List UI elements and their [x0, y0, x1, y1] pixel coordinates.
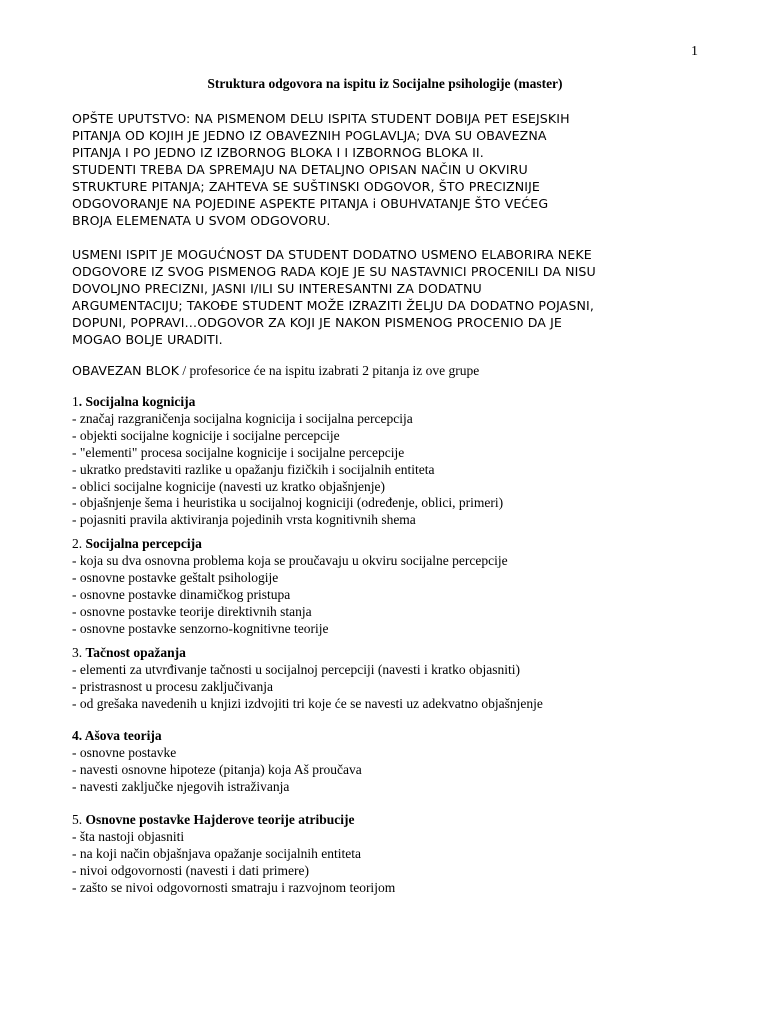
instruction-line: DOPUNI, POPRAVI…ODGOVOR ZA KOJI JE NAKON PISMENOG PROCENIO DA JE — [72, 315, 562, 330]
section-number: 5. — [72, 812, 86, 827]
list-item: - na koji način objašnjava opažanje socijalnih entiteta — [72, 845, 362, 861]
list-item: - značaj razgraničenja socijalna kognicija i socijalna percepcija — [72, 410, 413, 426]
instruction-line: ARGUMENTACIJU; TAKOĐE STUDENT MOŽE IZRAZITI ŽELJU DA DODATNO POJASNI, — [72, 298, 594, 313]
block-heading-lead: OBAVEZAN BLOK — [72, 363, 179, 378]
list-item: - osnovne postavke dinamičkog pristupa — [72, 586, 291, 602]
list-item: - osnovne postavke senzorno-kognitivne teorije — [72, 620, 329, 636]
section-number: 3. — [72, 645, 86, 660]
list-item: - navesti osnovne hipoteze (pitanja) koja Aš proučava — [72, 761, 362, 777]
list-item: - navesti zaključke njegovih istraživanja — [72, 778, 290, 794]
section-title: Tačnost opažanja — [85, 645, 186, 660]
list-item: - koja su dva osnovna problema koja se proučavaju u okviru socijalne percepcije — [72, 552, 508, 568]
section-heading — [72, 728, 712, 745]
list-item: - pristrasnost u procesu zaključivanja — [72, 678, 273, 694]
section-4 — [72, 728, 712, 796]
block-heading — [72, 362, 479, 379]
section-heading — [72, 394, 712, 411]
oral-exam-paragraph — [72, 246, 712, 348]
section-heading — [72, 536, 712, 553]
section-2 — [72, 536, 712, 637]
list-item: - oblici socijalne kognicije (navesti uz kratko objašnjenje) — [72, 478, 386, 494]
instruction-line: DOVOLJNO PRECIZNI, JASNI I/ILI SU INTERESANTNI ZA DODATNU — [72, 281, 482, 296]
instruction-line: PITANJA I PO JEDNO IZ IZBORNOG BLOKA I I IZBORNOG BLOKA II. — [72, 145, 484, 160]
instruction-line: MOGAO BOLJE URADITI. — [72, 332, 223, 347]
instruction-line: USMENI ISPIT JE MOGUĆNOST DA STUDENT DODATNO USMENO ELABORIRA NEKE — [72, 247, 592, 262]
list-item: - osnovne postavke teorije direktivnih stanja — [72, 603, 312, 619]
list-item: - osnovne postavke — [72, 744, 177, 760]
general-instructions-paragraph — [72, 110, 712, 229]
list-item: - pojasniti pravila aktiviranja pojedinih vrsta kognitivnih shema — [72, 512, 416, 528]
block-heading-rest: / profesorice će na ispitu izabrati 2 pitanja iz ove grupe — [178, 363, 480, 378]
instruction-line: ODGOVORANJE NA POJEDINE ASPEKTE PITANJA i OBUHVATANJE ŠTO VEĆEG — [72, 196, 549, 211]
section-5 — [72, 812, 712, 897]
section-3 — [72, 645, 712, 713]
list-item: - zašto se nivoi odgovornosti smatraju i razvojnom teorijom — [72, 879, 396, 895]
document-title: Struktura odgovora na ispitu iz Socijalne psihologije (master) — [207, 76, 563, 91]
list-item: - objašnjenje šema i heuristika u socijalnoj kogniciji (određenje, oblici, primeri) — [72, 495, 504, 511]
instruction-line: ODGOVORE IZ SVOG PISMENOG RADA KOJE JE SU NASTAVNICI PROCENILI DA NISU — [72, 264, 596, 279]
section-title: 4. Ašova teorija — [72, 728, 162, 743]
section-title: . Socijalna kognicija — [78, 394, 196, 409]
instruction-line: STRUKTURE PITANJA; ZAHTEVA SE SUŠTINSKI ODGOVOR, ŠTO PRECIZNIJE — [72, 179, 540, 194]
list-item: - šta nastoji objasniti — [72, 828, 185, 844]
list-item: - osnovne postavke geštalt psihologije — [72, 569, 279, 585]
list-item: - elementi za utvrđivanje tačnosti u socijalnoj percepciji (navesti i kratko objasniti) — [72, 661, 520, 677]
list-item: - objekti socijalne kognicije i socijalne percepcije — [72, 427, 340, 443]
instruction-line: STUDENTI TREBA DA SPREMAJU NA DETALJNO OPISAN NAČIN U OKVIRU — [72, 162, 528, 177]
list-item: - od grešaka navedenih u knjizi izdvojiti tri koje će se navesti uz adekvatno objašnjenje — [72, 695, 543, 711]
section-title: Socijalna percepcija — [85, 536, 202, 551]
instruction-line: BROJA ELEMENATA U SVOM ODGOVORU. — [72, 213, 331, 228]
section-number: 1 — [72, 394, 79, 409]
section-number: 2. — [72, 536, 86, 551]
list-item: - "elementi" procesa socijalne kognicije i socijalne percepcije — [72, 444, 405, 460]
page-number: 1 — [691, 44, 698, 59]
instruction-line: OPŠTE UPUTSTVO: NA PISMENOM DELU ISPITA STUDENT DOBIJA PET ESEJSKIH — [72, 111, 570, 126]
list-item: - ukratko predstaviti razlike u opažanju fizičkih i socijalnih entiteta — [72, 461, 435, 477]
list-item: - nivoi odgovornosti (navesti i dati primere) — [72, 862, 309, 878]
document-page — [72, 0, 698, 1024]
section-title: Osnovne postavke Hajderove teorije atribucije — [85, 812, 355, 827]
section-heading — [72, 645, 712, 662]
section-1 — [72, 394, 712, 529]
instruction-line: PITANJA OD KOJIH JE JEDNO IZ OBAVEZNIH POGLAVLJA; DVA SU OBAVEZNA — [72, 128, 547, 143]
section-heading — [72, 812, 712, 829]
